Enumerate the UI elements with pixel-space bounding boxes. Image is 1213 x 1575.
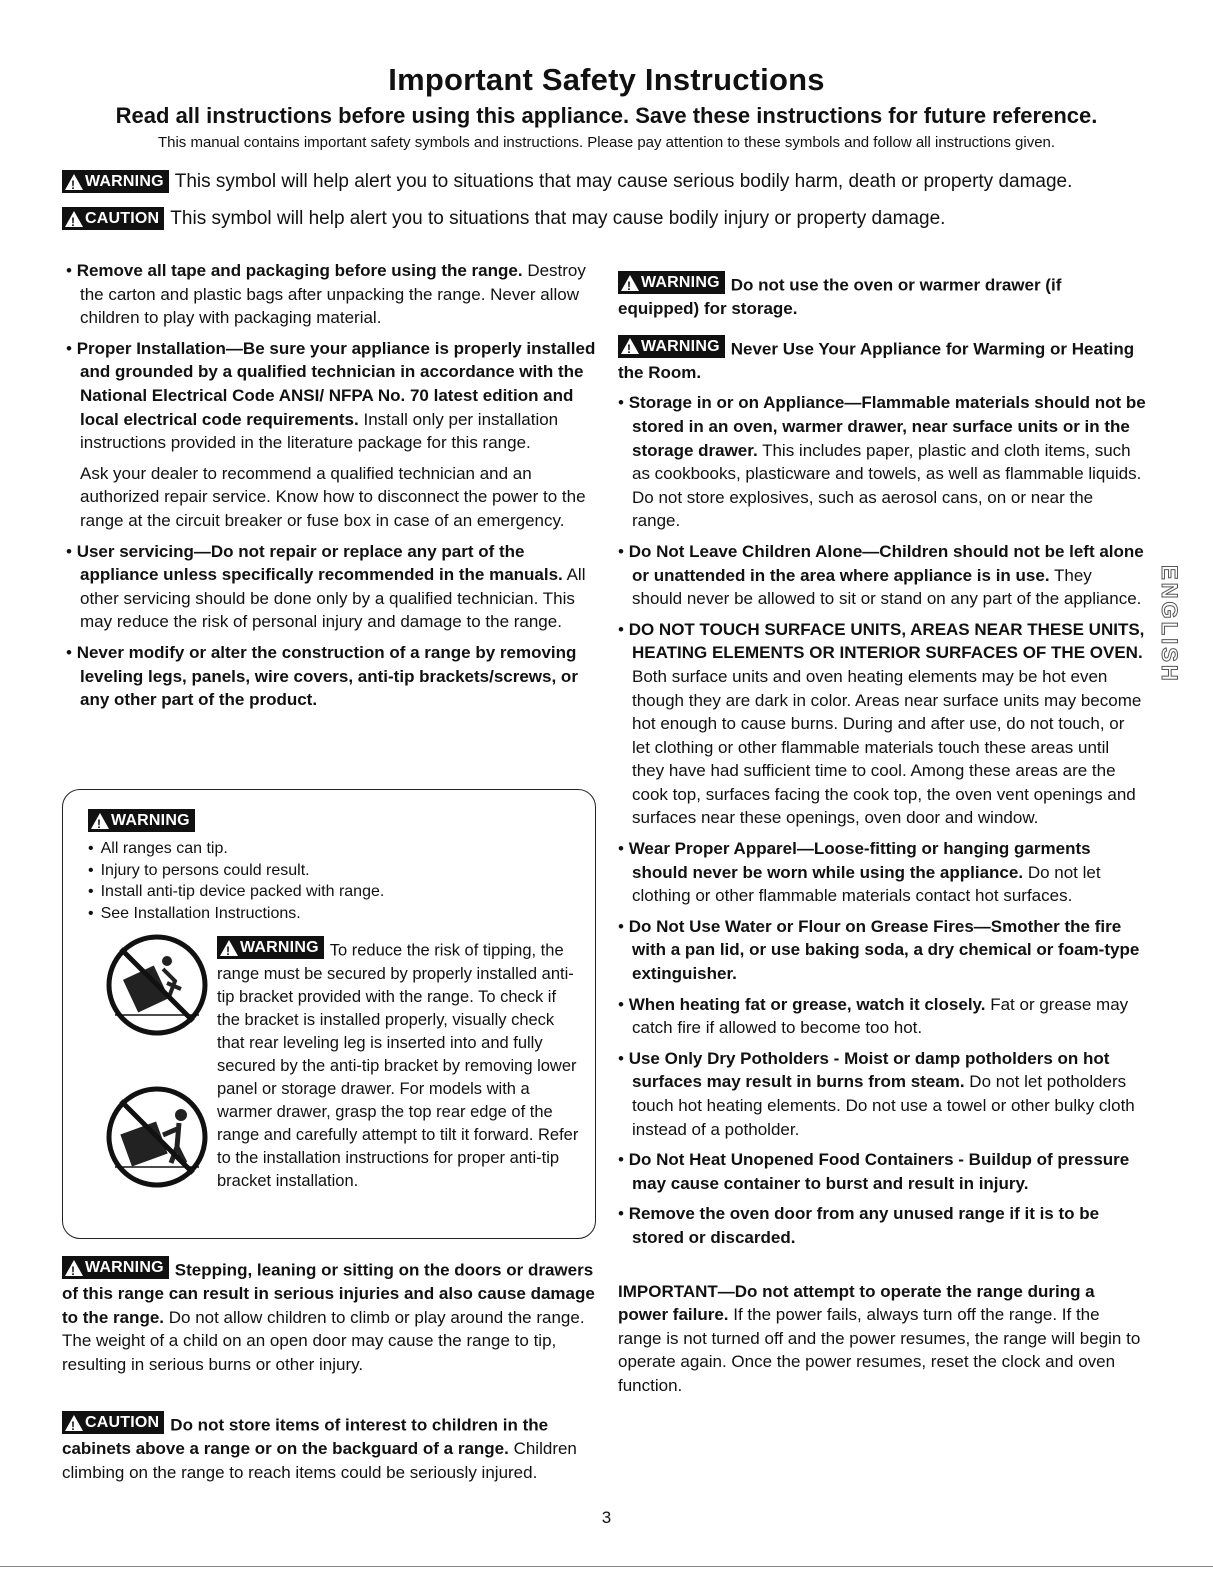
children-text: They should never be allowed to sit or stand on any part of the appliance. <box>632 565 1142 609</box>
remove-door-item: • Remove the oven door from any unused range if it is to be stored or discarded. <box>618 1204 1100 1247</box>
alert-triangle-icon <box>220 940 238 956</box>
touch-bold: DO NOT TOUCH SURFACE UNITS, AREAS NEAR THESE UNITS, HEATING ELEMENTS OR INTERIOR SURFACES OF THE OVEN. <box>628 619 1145 663</box>
alert-triangle-icon <box>621 275 639 291</box>
page-subtitle: Read all instructions before using this appliance. Save these instructions for future reference. <box>115 103 1098 128</box>
intro-text: This manual contains important safety symbols and instructions. Please pay attention to these symbols and follow all instructions given. <box>157 134 1056 151</box>
important-bold: IMPORTANT—Do not attempt to operate the range during a power failure. <box>618 1281 1095 1325</box>
remove-door-bold: Remove the oven door from any unused range if it is to be stored or discarded. <box>628 1204 1100 1247</box>
caution-symbol-text: This symbol will help alert you to situations that may cause bodily injury or property damage. <box>170 207 946 229</box>
apparel-item: • Wear Proper Apparel—Loose-fitting or hanging garments should never be worn while using the appliance. Do not let clothing or other flammable materials contact hot surfaces. <box>618 839 1101 906</box>
fat-text: Fat or grease may catch fire if allowed to become too hot. <box>632 994 1129 1038</box>
alert-triangle-icon <box>65 211 83 227</box>
apparel-text: Do not let clothing or other flammable materials contact hot surfaces. <box>632 862 1101 906</box>
water-bold: Do Not Use Water or Flour on Grease Fires—Smother the fire with a pan lid, or use baking soda, a dry chemical or foam-type extinguisher. <box>628 916 1140 984</box>
storage-text: This includes paper, plastic and cloth items, such as cookbooks, plasticware and towels, as well as flammable liquids. Do not store explosives, such as aerosol cans, on or near the range. <box>632 440 1142 531</box>
apparel-bold: Wear Proper Apparel—Loose-fitting or hanging garments should never be worn while using the appliance. <box>628 839 1091 882</box>
heating-warning <box>618 335 1146 385</box>
potholder-bold: Use Only Dry Potholders - Moist or damp potholders on hot surfaces may result in burns from steam. <box>628 1048 1110 1092</box>
range-tipping-icon <box>105 933 209 1037</box>
tape-text: Destroy the carton and plastic bags after unpacking the range. Never allow children to play with packaging material. <box>80 261 586 328</box>
important-note <box>618 1280 1146 1398</box>
store-text: Children climbing on the range to reach items could be seriously injured. <box>62 1439 577 1482</box>
warning-symbol-text: This symbol will help alert you to situations that may cause serious bodily harm, death or property damage. <box>174 170 1073 192</box>
water-item: • Do Not Use Water or Flour on Grease Fires—Smother the fire with a pan lid, or use baking soda, a dry chemical or foam-type extinguisher. <box>618 916 1140 984</box>
storage-warning-label: WARNING <box>641 274 720 291</box>
box-inner-body: To reduce the risk of tipping, the range must be secured by properly installed anti-tip bracket provided with the range. To check if the bracket is installed properly, visually check that rear leveling leg is inserted into and fully secured by the anti-tip bracket by removing lower panel or storage drawer. For models with a warmer drawer, grasp the top rear edge of the range and carefully attempt to tilt it forward. Refer to the installation instructions for proper anti-tip bracket installation. <box>217 941 579 1190</box>
fat-bold: When heating fat or grease, watch it closely. <box>628 994 986 1014</box>
potholder-item: • Use Only Dry Potholders - Moist or damp potholders on hot surfaces may result in burns from steam. Do not let potholders touch hot heating elements. Do not use a towel or other bulky cloth instead of a potholder. <box>618 1048 1135 1139</box>
box-inner-text <box>217 936 583 1193</box>
caution-symbol-line <box>62 207 945 230</box>
box-warning-badge <box>88 809 201 834</box>
stepping-bold: Stepping, leaning or sitting on the doors or drawers of this range can result in serious injuries and also cause damage to the range. <box>62 1260 595 1327</box>
install-bold: Proper Installation—Be sure your appliance is properly installed and grounded by a qualified technician in accordance with the National Electrical Code ANSI/ NFPA No. 70 latest edition and local electrical code requirements. <box>76 338 596 429</box>
warning-badge <box>62 170 169 193</box>
modify-item: • Never modify or alter the construction of a range by removing leveling legs, panels, wire covers, anti-tip brackets/screws, or any other part of the product. <box>66 642 578 710</box>
list-item: • Injury to persons could result. <box>88 860 528 882</box>
page-title: Important Safety Instructions <box>388 62 825 97</box>
touch-item: • DO NOT TOUCH SURFACE UNITS, AREAS NEAR THESE UNITS, HEATING ELEMENTS OR INTERIOR SURFACES OF THE OVEN. Both surface units and oven heating elements may be hot even though they are dark in color. Areas near surface units may become hot enough to cause burns. During and after use, do not touch, or let clothing or other flammable materials touch these areas until they have had sufficient time to cool. Among these areas are the cook top, surfaces facing the cook top, the oven vent openings and surfaces near these openings, oven door and window. <box>618 619 1145 828</box>
storage-bold: Storage in or on Appliance—Flammable materials should not be stored in an oven, warmer drawer, near surface units or in the storage drawer. <box>628 393 1146 460</box>
install-item: • Proper Installation—Be sure your appliance is properly installed and grounded by a qualified technician in accordance with the National Electrical Code ANSI/ NFPA No. 70 latest edition and local electrical code requirements. Install only per installation instructions provided in the literature package for this range. <box>66 338 596 453</box>
list-item: • Install anti-tip device packed with range. <box>88 881 528 903</box>
potholder-text: Do not let potholders touch hot heating elements. Do not use a towel or other bulky cloth instead of a potholder. <box>632 1072 1135 1139</box>
containers-item: • Do Not Heat Unopened Food Containers - Buildup of pressure may cause container to burst and result in injury. <box>618 1150 1130 1193</box>
touch-text: Both surface units and oven heating elements may be hot even though they are dark in color. Areas near surface units may become hot enough to cause burns. During and after use, do not touch, or let clothing or other flammable materials touch these areas until they have had sufficient time to cool. Among these areas are the cook top, surfaces facing the cook top, the oven vent openings and surfaces near these openings, oven door and window. <box>632 666 1142 828</box>
store-bold: Do not store items of interest to children in the cabinets above a range or on the backguard of a range. <box>62 1415 549 1459</box>
warning-symbol-line <box>62 170 1072 193</box>
caution-badge <box>62 207 164 230</box>
alert-triangle-icon <box>91 813 109 829</box>
door-stepping-icon <box>105 1085 209 1189</box>
heating-warning-text: Never Use Your Appliance for Warming or Heating the Room. <box>618 339 1135 382</box>
heating-warning-label: WARNING <box>641 337 720 355</box>
tape-item: • Remove all tape and packaging before using the range. Destroy the carton and plastic bags after unpacking the range. Never allow children to play with packaging material. <box>66 261 586 328</box>
box-list <box>88 838 528 924</box>
bottom-rule <box>0 1566 1213 1567</box>
modify-bold: Never modify or alter the construction of a range by removing leveling legs, panels, wire covers, anti-tip brackets/screws, or any other part of the product. <box>76 642 578 710</box>
right-column <box>618 271 1146 1405</box>
warning-badge-label: WARNING <box>85 173 164 190</box>
box-warning-label: WARNING <box>111 812 190 829</box>
children-item: • Do Not Leave Children Alone—Children should not be left alone or unattended in the area where appliance is in use. They should never be allowed to sit or stand on any part of the appliance. <box>618 541 1144 609</box>
children-bold: Do Not Leave Children Alone—Children should not be left alone or unattended in the area where appliance is in use. <box>628 541 1144 585</box>
important-text: If the power fails, always turn off the range. If the range is not turned off and the power resumes, the range will begin to operate again. Once the power resumes, reset the clock and oven function. <box>618 1305 1141 1395</box>
storage-warning-text: Do not use the oven or warmer drawer (if equipped) for storage. <box>618 275 1062 319</box>
store-caution <box>62 1411 598 1491</box>
language-side-tab: ENGLISH <box>1157 565 1182 684</box>
fat-item: • When heating fat or grease, watch it closely. Fat or grease may catch fire if allowed to become too hot. <box>618 994 1129 1038</box>
stepping-text: Do not allow children to climb or play around the range. The weight of a child on an open door may cause the range to tip, resulting in serious burns or other injury. <box>62 1307 585 1374</box>
service-item: • User servicing—Do not repair or replace any part of the appliance unless specifically recommended in the manuals. All other servicing should be done only by a qualified technician. This may reduce the risk of personal injury and damage to the range. <box>66 541 586 632</box>
install-text-2: Ask your dealer to recommend a qualified technician and an authorized repair service. Know how to disconnect the power to the range at the circuit breaker or fuse box in case of an emergency. <box>80 463 586 530</box>
box-inner-warning-label: WARNING <box>240 939 319 956</box>
alert-triangle-icon <box>621 338 639 354</box>
containers-bold: Do Not Heat Unopened Food Containers - Buildup of pressure may cause container to burst and result in injury. <box>628 1150 1130 1193</box>
service-text: All other servicing should be done only by a qualified technician. This may reduce the risk of personal injury and damage to the range. <box>80 565 586 632</box>
alert-triangle-icon <box>65 1415 83 1431</box>
service-bold: User servicing—Do not repair or replace any part of the appliance unless specifically recommended in the manuals. <box>76 541 563 585</box>
store-caution-label: CAUTION <box>85 1414 160 1431</box>
alert-triangle-icon <box>65 1260 83 1276</box>
install-text: Install only per installation instructions provided in the literature package for this range. <box>80 409 559 453</box>
list-item: • All ranges can tip. <box>88 838 528 860</box>
storage-item: • Storage in or on Appliance—Flammable materials should not be stored in an oven, warmer drawer, near surface units or in the storage drawer. This includes paper, plastic and cloth items, such as cookbooks, plasticware and towels, as well as flammable liquids. Do not store explosives, such as aerosol cans, on or near the range. <box>618 393 1146 531</box>
alert-triangle-icon <box>65 174 83 190</box>
caution-badge-label: CAUTION <box>85 210 160 227</box>
tape-bold: Remove all tape and packaging before using the range. <box>76 261 523 280</box>
page-number: 3 <box>601 1508 612 1527</box>
stepping-warning-label: WARNING <box>85 1259 164 1276</box>
left-column <box>66 259 596 719</box>
stepping-warning <box>62 1256 598 1383</box>
storage-warning <box>618 271 1146 321</box>
list-item: • See Installation Instructions. <box>88 903 528 925</box>
